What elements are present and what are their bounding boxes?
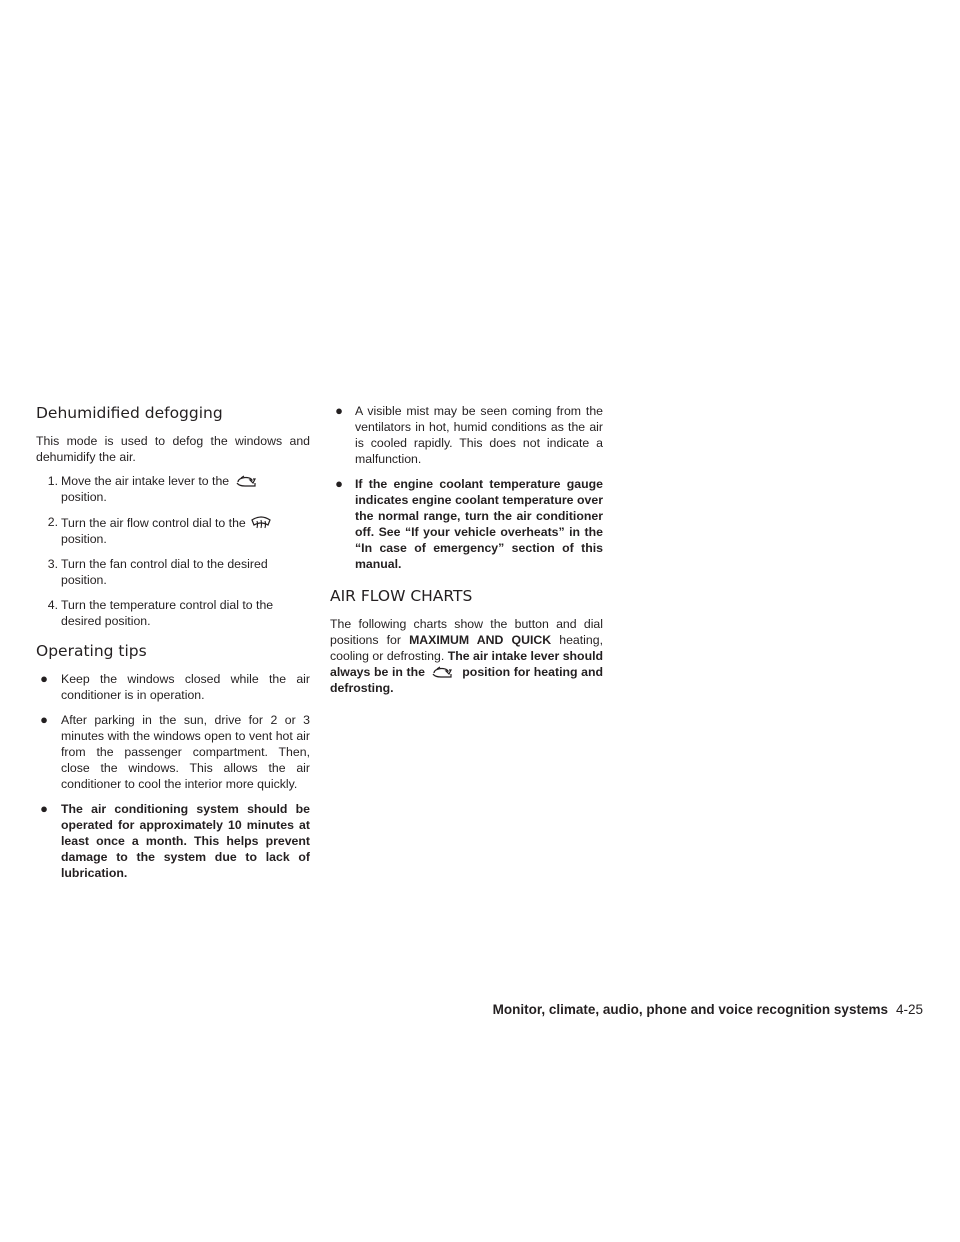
step-3 (36, 556, 310, 588)
tips-list-continued (330, 403, 603, 572)
intro-text: This mode is used to defog the windows and dehumidify the air. (36, 434, 310, 464)
tip-text: A visible mist may be seen coming from the ventilators in hot, humid conditions as the air is cooled rapidly. This does not indicate a malfunction. (355, 404, 603, 466)
air-flow-bold-1: MAXIMUM AND QUICK (409, 633, 552, 647)
page-footer (493, 1001, 923, 1019)
step-1 (36, 473, 310, 505)
bullet-icon: ● (335, 403, 343, 418)
tip-item (36, 801, 310, 881)
heading-dehumidified-defogging: Dehumidified defogging (36, 404, 223, 422)
step-text: Turn the air flow control dial to the (61, 516, 246, 530)
tip-item (36, 712, 310, 792)
step-text: Turn the temperature control dial to the desired position. (61, 598, 274, 628)
air-flow-bold-2: The air intake lever should always be in the (330, 649, 604, 679)
left-column (36, 403, 310, 890)
step-text-end: position. (61, 532, 107, 546)
step-number: 4. (47, 598, 58, 612)
air-flow-text (330, 616, 603, 696)
heading-air-flow-charts: AIR FLOW CHARTS (330, 587, 473, 605)
step-number: 1. (47, 474, 58, 488)
bullet-icon: ● (40, 671, 48, 686)
tips-list (36, 671, 310, 881)
steps-list (36, 473, 310, 629)
bullet-icon: ● (40, 801, 48, 816)
recirculation-icon (235, 474, 257, 488)
tip-text: Keep the windows closed while the air conditioner is in operation. (61, 672, 310, 702)
bullet-icon: ● (40, 712, 48, 727)
tip-text-bold: If the engine coolant temperature gauge indicates engine coolant temperature over the normal range, turn the air conditioner off. See “If your vehicle overheats” in the “In case of emergency” section of this manual. (355, 477, 603, 571)
tip-text-bold: The air conditioning system should be operated for approximately 10 minutes at least once a month. This helps prevent damage to the system due to lack of lubrication. (61, 802, 310, 880)
heading-operating-tips: Operating tips (36, 642, 147, 660)
right-column (330, 403, 603, 704)
tip-item (330, 403, 603, 467)
air-flow-text-2: heating, cooling or defrosting. (330, 633, 604, 663)
bullet-icon: ● (335, 476, 343, 491)
tip-item (36, 671, 310, 703)
defrost-icon (251, 514, 271, 530)
air-flow-text-1: The following charts show the button and dial positions for (330, 617, 603, 647)
footer-section-title: Monitor, climate, audio, phone and voice recognition systems (492, 1002, 888, 1017)
tip-text: After parking in the sun, drive for 2 or 3 minutes with the windows open to vent hot air from the passenger compartment. Then, close the windows. This allows the air conditioner to cool the interior more quickly. (61, 713, 310, 791)
tip-item (330, 476, 603, 572)
step-text-end: position. (61, 490, 107, 504)
step-text: Turn the fan control dial to the desired position. (61, 557, 268, 587)
step-2 (36, 514, 310, 547)
step-number: 3. (47, 557, 58, 571)
air-flow-bold-3: position for heating and defrosting. (330, 665, 604, 695)
recirculation-icon (431, 665, 453, 679)
page-number: 4-25 (895, 1002, 923, 1017)
step-4 (36, 597, 310, 629)
step-text: Move the air intake lever to the (61, 474, 230, 488)
step-number: 2. (47, 515, 58, 529)
